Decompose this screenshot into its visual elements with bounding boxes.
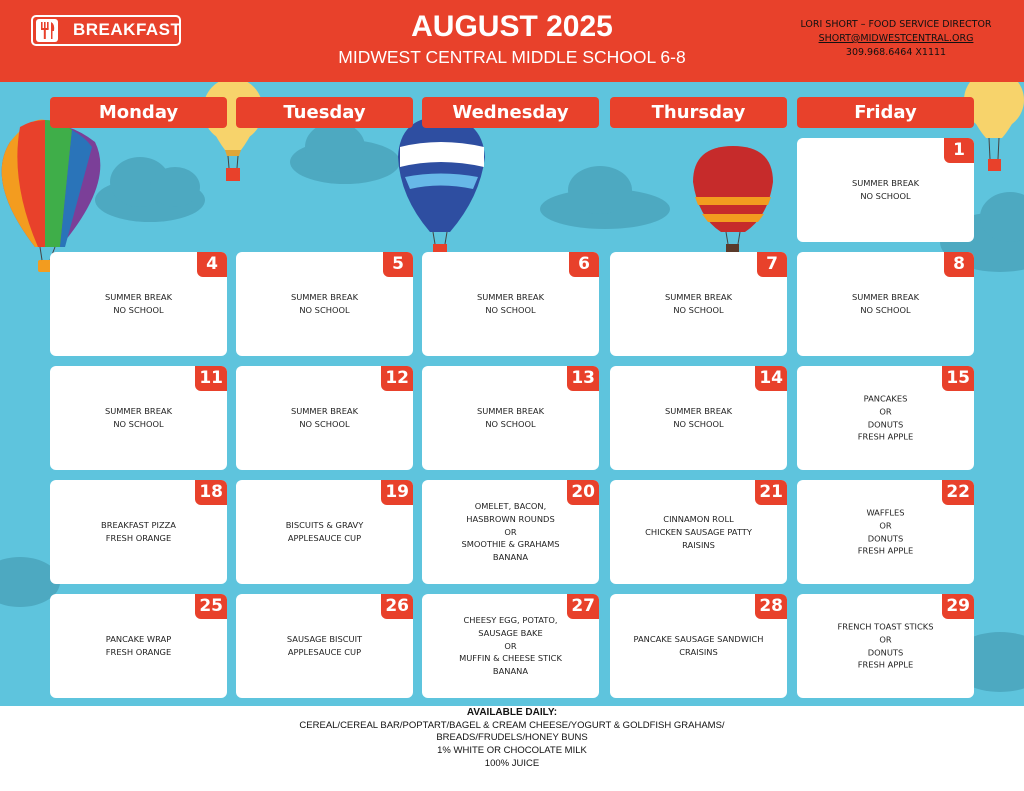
day-number: 7 (757, 252, 787, 277)
available-daily-footer (0, 707, 1024, 771)
day-cell (422, 366, 599, 470)
menu-text: CHEESY EGG, POTATO, SAUSAGE BAKE OR MUFFIN & CHEESE STICK BANANA (459, 615, 562, 677)
day-number: 25 (195, 594, 227, 619)
day-cell (236, 366, 413, 470)
day-cell (236, 480, 413, 584)
day-cell (50, 480, 227, 584)
contact-info (796, 18, 996, 60)
day-header-tuesday: Tuesday (236, 97, 413, 128)
menu-text: PANCAKE WRAP FRESH ORANGE (105, 634, 172, 657)
day-cell (236, 252, 413, 356)
menu-text: BREAKFAST PIZZA FRESH ORANGE (101, 520, 176, 543)
footer-line: 100% JUICE (484, 757, 540, 769)
menu-text: SUMMER BREAK NO SCHOOL (664, 292, 733, 315)
day-number: 26 (381, 594, 413, 619)
menu-text: BISCUITS & GRAVY APPLESAUCE CUP (285, 520, 364, 543)
footer-line: BREADS/FRUDELS/HONEY BUNS (436, 732, 588, 744)
day-number: 20 (567, 480, 599, 505)
day-number: 27 (567, 594, 599, 619)
header-banner (0, 0, 1024, 82)
menu-text: SUMMER BREAK NO SCHOOL (664, 406, 733, 429)
menu-text: SUMMER BREAK NO SCHOOL (290, 292, 359, 315)
day-number: 15 (942, 366, 974, 391)
day-number: 4 (197, 252, 227, 277)
day-number: 28 (755, 594, 787, 619)
day-cell (797, 594, 974, 698)
day-cell (50, 594, 227, 698)
menu-text: FRENCH TOAST STICKS OR DONUTS FRESH APPLE (837, 621, 934, 670)
fork-knife-icon (36, 19, 58, 42)
day-cell (797, 252, 974, 356)
day-cell (422, 480, 599, 584)
day-cell (610, 366, 787, 470)
menu-text: PANCAKES OR DONUTS FRESH APPLE (857, 393, 914, 442)
day-number: 13 (567, 366, 599, 391)
hot-air-balloon-icon (693, 146, 773, 256)
day-number: 22 (942, 480, 974, 505)
day-number: 18 (195, 480, 227, 505)
menu-text: SUMMER BREAK NO SCHOOL (104, 406, 173, 429)
day-number: 6 (569, 252, 599, 277)
day-cell (422, 594, 599, 698)
day-cell (610, 252, 787, 356)
contact-phone: 309.968.6464 X1111 (845, 47, 947, 58)
day-cell (610, 594, 787, 698)
breakfast-logo (31, 15, 181, 46)
menu-text: SUMMER BREAK NO SCHOOL (290, 406, 359, 429)
day-cell (50, 366, 227, 470)
menu-text: SAUSAGE BISCUIT APPLESAUCE CUP (286, 634, 363, 657)
hot-air-balloon-icon (398, 117, 485, 257)
footer-line: 1% WHITE OR CHOCOLATE MILK (437, 745, 587, 757)
day-cell (422, 252, 599, 356)
day-number: 5 (383, 252, 413, 277)
day-number: 21 (755, 480, 787, 505)
menu-text: SUMMER BREAK NO SCHOOL (104, 292, 173, 315)
menu-text: SUMMER BREAK NO SCHOOL (476, 292, 545, 315)
day-number: 12 (381, 366, 413, 391)
footer-title: AVAILABLE DAILY: (466, 707, 558, 718)
day-cell (236, 594, 413, 698)
day-cell (797, 480, 974, 584)
menu-text: CINNAMON ROLL CHICKEN SAUSAGE PATTY RAISINS (645, 513, 752, 550)
day-number: 14 (755, 366, 787, 391)
day-number: 11 (195, 366, 227, 391)
day-cell (610, 480, 787, 584)
day-header-friday: Friday (797, 97, 974, 128)
menu-text: OMELET, BACON, HASBROWN ROUNDS OR SMOOTHIE & GRAHAMS BANANA (461, 501, 560, 563)
day-cell (50, 252, 227, 356)
contact-email-link[interactable]: SHORT@MIDWESTCENTRAL.ORG (818, 33, 974, 44)
page-subtitle: MIDWEST CENTRAL MIDDLE SCHOOL 6-8 (338, 47, 686, 67)
day-number: 1 (944, 138, 974, 163)
logo-text: BREAKFAST (73, 20, 182, 39)
menu-text: SUMMER BREAK NO SCHOOL (851, 178, 920, 201)
day-header-monday: Monday (50, 97, 227, 128)
day-number: 19 (381, 480, 413, 505)
contact-name: LORI SHORT – FOOD SERVICE DIRECTOR (800, 19, 992, 30)
day-number: 8 (944, 252, 974, 277)
hot-air-balloon-icon (2, 120, 101, 272)
day-cell (797, 366, 974, 470)
menu-text: SUMMER BREAK NO SCHOOL (476, 406, 545, 429)
menu-text: PANCAKE SAUSAGE SANDWICH CRAISINS (633, 634, 764, 657)
day-number: 29 (942, 594, 974, 619)
menu-text: WAFFLES OR DONUTS FRESH APPLE (857, 507, 914, 556)
day-cell (797, 138, 974, 242)
day-header-wednesday: Wednesday (422, 97, 599, 128)
page-title: AUGUST 2025 (411, 10, 613, 43)
day-header-thursday: Thursday (610, 97, 787, 128)
menu-text: SUMMER BREAK NO SCHOOL (851, 292, 920, 315)
footer-line: CEREAL/CEREAL BAR/POPTART/BAGEL & CREAM CHEESE/YOGURT & GOLDFISH GRAHAMS/ (299, 719, 725, 731)
